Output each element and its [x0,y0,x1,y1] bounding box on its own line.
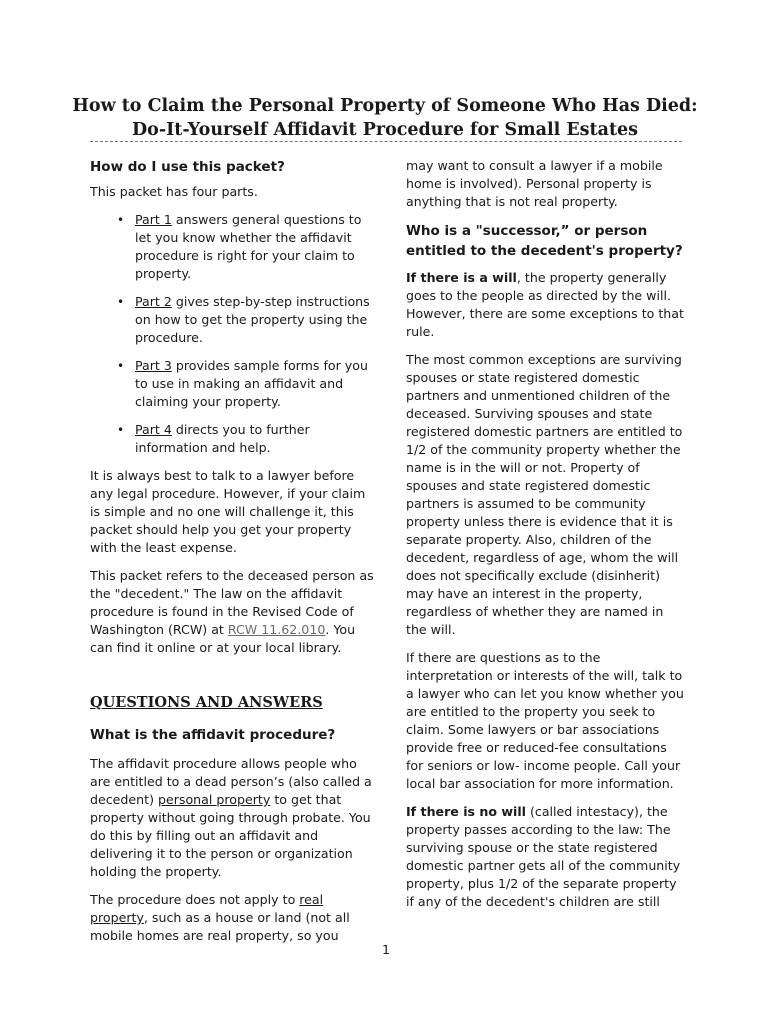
part-2-link[interactable]: Part 2 [135,294,172,309]
procedure-text-a: The affidavit procedure allows people who are entitled to a dead person’s (also called a decedent) [90,756,372,807]
part-4-text: directs you to further information and help. [135,422,310,455]
title-line-1: How to Claim the Personal Property of Someone Who Has Died: [72,96,698,116]
no-will-text: (called intestacy), the property passes according to the law: The surviving spouse or the state registered domestic partner gets all of the community property, plus 1/2 of the separate property if any of the decedent's children are still [406,804,681,909]
part-4-link[interactable]: Part 4 [135,422,172,437]
title-divider [90,141,682,142]
part-3-text: provides sample forms for you to use in making an affidavit and claiming your property. [135,358,368,409]
personal-property-link[interactable]: personal property [158,792,271,807]
rcw-link[interactable]: RCW 11.62.010 [227,622,326,637]
real-property-link[interactable]: real property [90,892,324,925]
qa-heading: QUESTIONS AND ANSWERS [90,694,323,711]
successor-heading: Who is a "successor,” or person entitled to the decedent's property? [406,223,683,259]
decedent-paragraph [90,567,375,657]
lawyer-paragraph: It is always best to talk to a lawyer before any legal procedure. However, if your claim is simple and no one will challenge it, this packet should help you get your property with the least expense. [90,468,366,555]
questions-paragraph: If there are questions as to the interpretation or interests of the will, talk to a lawyer who can let you know whether you are entitled to the property you seek to claim. Some lawyers or bar associations provide free or reduced-fee consultations for seniors or low- income people. Call your local bar association for more information. [406,650,684,791]
part-1-link[interactable]: Part 1 [135,212,172,227]
will-text: , the property generally goes to the people as directed by the will. However, there are some exceptions to that rule. [406,270,684,339]
title-line-2: Do-It-Yourself Affidavit Procedure for Small Estates [131,120,639,140]
bullet-icon: • [117,423,125,437]
bullet-icon: • [117,359,125,373]
list-item-part-4 [90,421,375,457]
list-item-part-3 [90,357,375,411]
page-number: 1 [381,942,390,957]
procedure-text-b: to get that property without going through probate. You do this by filling out an affidavit and delivering it to the person or organization holding the property. [90,792,371,879]
part-2-text: gives step-by-step instructions on how to get the property using the procedure. [135,294,370,345]
bullet-icon: • [117,213,125,227]
list-item-part-2 [90,293,375,347]
mobile-home-paragraph: may want to consult a lawyer if a mobile home is involved). Personal property is anything that is not real property. [406,158,663,209]
parts-list [90,211,375,457]
part-3-link[interactable]: Part 3 [135,358,172,373]
will-paragraph [406,269,684,341]
procedure-paragraph [90,755,375,881]
left-column [90,157,375,955]
decedent-text-a: This packet refers to the deceased person as the "decedent." The law on the affidavit procedure is found in the Revised Code of Washington (RCW) at [90,568,374,637]
affidavit-procedure-heading: What is the affidavit procedure? [90,727,336,743]
will-bold: If there is a will [406,270,517,285]
exceptions-paragraph: The most common exceptions are surviving spouses or state registered domestic partners and unmentioned children of the deceased. Surviving spouses and state registered domestic partners are entitled to 1/2 of the community property whether the name is in the will or not. Property of spouses and state registered domestic partners is assumed to be community property unless there is evidence that it is separate property. Also, children of the decedent, regardless of age, whom the will does not specifically exclude (disinherit) may have an interest in the property, regardless of whether they are named in the will. [406,352,683,637]
no-will-bold: If there is no will [406,804,526,819]
packet-heading: How do I use this packet? [90,159,285,175]
packet-intro: This packet has four parts. [90,184,258,199]
real-property-paragraph [90,891,375,945]
part-1-text: answers general questions to let you know whether the affidavit procedure is right for your claim to property. [135,212,362,281]
real-text-a: The procedure does not apply to [90,892,300,907]
right-column [406,157,684,921]
bullet-icon: • [117,295,125,309]
list-item-part-1 [90,211,375,283]
decedent-text-b: . You can find it online or at your local library. [90,622,356,655]
real-text-b: , such as a house or land (not all mobile homes are real property, so you [90,910,350,943]
no-will-paragraph [406,803,684,911]
document-title [60,94,710,142]
